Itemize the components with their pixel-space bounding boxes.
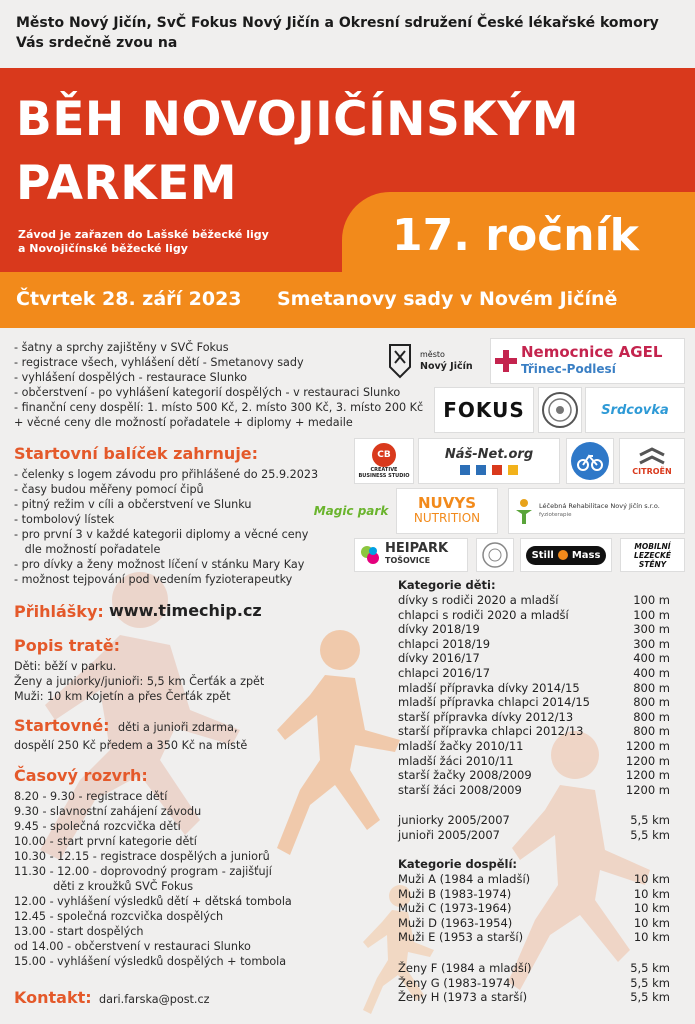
table-row <box>398 813 670 828</box>
fee-heading: Startovné: <box>14 716 110 735</box>
table-row <box>398 916 670 931</box>
table-row <box>398 739 670 754</box>
category-distance: 5,5 km <box>630 813 670 827</box>
table-row <box>398 976 670 991</box>
list-item: - pitný režim v cíli a občerstvení ve Slunku <box>14 498 252 511</box>
logo-mesto-small: město <box>420 350 445 359</box>
list-item: - pro první 3 v každé kategorii diplomy a věcné ceny <box>14 528 309 541</box>
schedule-item: 12.45 - společná rozcvička dospělých <box>14 910 224 923</box>
schedule-item: 11.30 - 12.00 - doprovodný program - zajišťují <box>14 865 272 878</box>
list-item: - občerstvení - po vyhlášení kategorií dospělých - v restauraci Slunko <box>14 386 401 399</box>
table-row <box>398 768 670 783</box>
logo-still-text: Still <box>531 549 554 561</box>
logo-mass-text: Mass <box>571 549 601 561</box>
category-name: Muži D (1963-1954) <box>398 915 513 930</box>
table-row <box>398 681 670 696</box>
logo-mobilni-line2: LEZECKÉ <box>634 550 671 560</box>
event-place: Smetanovy sady v Novém Jičíně <box>277 288 618 310</box>
fee-line1: děti a junioři zdarma, <box>118 721 238 734</box>
registration-link[interactable]: www.timechip.cz <box>109 601 262 620</box>
event-title-line2: PARKEM <box>16 156 237 211</box>
table-row <box>398 695 670 710</box>
route-men: Muži: 10 km Kojetín a přes Čerťák zpět <box>14 690 231 703</box>
category-name: Muži B (1983-1974) <box>398 886 512 901</box>
category-distance: 800 m <box>633 709 670 724</box>
edition-label: 17. ročník <box>392 210 639 261</box>
still-mass-pill <box>526 546 607 565</box>
category-distance: 1200 m <box>625 738 670 753</box>
list-item: - vyhlášení dospělých - restaurace Slunko <box>14 371 247 384</box>
table-row <box>398 901 670 916</box>
category-distance: 5,5 km <box>630 975 670 990</box>
route-women: Ženy a juniorky/junioři: 5,5 km Čerťák a zpět <box>14 675 265 688</box>
women-categories-table <box>398 961 670 1005</box>
category-name: chlapci 2018/19 <box>398 636 491 651</box>
table-row <box>398 622 670 637</box>
logo-heipark-line1: HEIPARK <box>385 541 449 556</box>
table-row <box>398 651 670 666</box>
category-distance: 1200 m <box>625 782 670 797</box>
event-date: Čtvrtek 28. září 2023 <box>16 288 242 310</box>
table-row <box>398 608 670 623</box>
table-row <box>398 990 670 1005</box>
list-item: - registrace všech, vyhlášení dětí - Smetanovy sady <box>14 356 304 369</box>
category-distance: 400 m <box>633 651 670 666</box>
schedule-item: děti z kroužků SVČ Fokus <box>14 880 194 893</box>
logo-citroen-text: CITROËN <box>632 466 672 476</box>
schedule-item: 15.00 - vyhlášení výsledků dospělých + tombola <box>14 955 287 968</box>
list-item: + věcné ceny dle možností pořadatele + diplomy + medaile <box>14 416 353 429</box>
category-distance: 100 m <box>633 593 670 607</box>
schedule-item: od 14.00 - občerstvení v restauraci Slunko <box>14 940 251 953</box>
logo-cb-line2: CREATIVE <box>370 467 398 473</box>
logo-nas-net <box>418 438 560 484</box>
category-distance: 800 m <box>633 680 670 695</box>
contact-email[interactable]: dari.farska@post.cz <box>99 993 210 1006</box>
league-note-line2: a Novojičínské běžecké ligy <box>18 242 188 255</box>
table-row <box>398 666 670 681</box>
category-name: mladší žáci 2010/11 <box>398 753 514 768</box>
category-distance: 400 m <box>633 665 670 680</box>
category-distance: 10 km <box>633 915 670 930</box>
category-distance: 10 km <box>633 901 670 916</box>
heipark-blob-icon <box>359 544 381 566</box>
list-item: - časy budou měřeny pomocí čipů <box>14 483 204 496</box>
logo-lecebna-rehabilitace <box>508 488 685 534</box>
list-item: - pro dívky a ženy možnost líčení v stánku Mary Kay <box>14 558 305 571</box>
table-row <box>398 828 670 843</box>
category-distance: 5,5 km <box>630 990 670 1005</box>
logo-nuvys-line1: NUVYS <box>417 494 476 512</box>
table-row <box>398 710 670 725</box>
list-item: - tombolový lístek <box>14 513 115 526</box>
fee-line2: dospělí 250 Kč předem a 350 Kč na místě <box>14 739 248 752</box>
logo-lecebna-text: Léčebná Rehabilitace Nový Jičín s.r.o. <box>539 502 660 510</box>
logo-bike-club <box>566 438 614 484</box>
category-distance: 5,5 km <box>630 827 670 842</box>
category-name: Muži C (1973-1964) <box>398 901 512 916</box>
category-name: chlapci s rodiči 2020 a mladší <box>398 607 569 622</box>
internet-icon <box>460 465 470 475</box>
category-name: chlapci 2016/17 <box>398 665 491 680</box>
category-distance: 1200 m <box>625 753 670 768</box>
schedule-item: 13.00 - start dospělých <box>14 925 144 938</box>
league-note-line1: Závod je zařazen do Lašské běžecké ligy <box>18 228 269 241</box>
intro-invitation: Vás srdečně zvou na <box>16 35 178 51</box>
table-row <box>398 754 670 769</box>
logo-round-seal <box>476 538 514 572</box>
schedule-item: 10.30 - 12.15 - registrace dospělých a juniorů <box>14 850 270 863</box>
logo-nemocnice-agel <box>490 338 685 384</box>
event-title-line1: BĚH NOVOJIČÍNSKÝM <box>16 92 580 147</box>
logo-heipark-line2: TOŠOVICE <box>385 556 431 565</box>
rehab-figure-icon <box>513 498 535 524</box>
citroen-chevrons-icon <box>637 447 667 467</box>
package-list <box>14 467 318 587</box>
juniors-categories-table <box>398 813 670 842</box>
schedule-list <box>14 789 292 969</box>
tv-icon <box>476 465 486 475</box>
table-row <box>398 961 670 976</box>
logo-cb-line3: BUSINESS STUDIO <box>358 473 410 479</box>
agel-cross-icon <box>495 350 517 372</box>
logo-heipark <box>354 538 468 572</box>
bicycle-icon <box>570 441 610 481</box>
seal-icon <box>481 541 509 569</box>
schedule-item: 10.00 - start první kategorie dětí <box>14 835 197 848</box>
logo-mobilni-line3: STĚNY <box>638 559 667 569</box>
category-name: dívky s rodiči 2020 a mladší <box>398 593 559 607</box>
category-name: starší přípravka chlapci 2012/13 <box>398 724 584 739</box>
intro-organizers: Město Nový Jičín, SvČ Fokus Nový Jičín a Okresní sdružení České lékařské komory <box>16 15 659 31</box>
logo-still-mass <box>520 538 612 572</box>
schedule-item: 12.00 - vyhlášení výsledků dětí + dětská tombola <box>14 895 292 908</box>
logo-srdcovka: Srdcovka <box>585 387 685 433</box>
registration-label: Přihlášky: <box>14 602 104 621</box>
logo-agel-line2: Třinec-Podlesí <box>521 362 616 376</box>
category-distance: 1200 m <box>625 768 670 783</box>
logo-mobilni-lezecke-steny <box>620 538 685 572</box>
list-item: - možnost tejpování pod vedením fyzioterapeutky <box>14 573 293 586</box>
men-categories-table <box>398 872 670 945</box>
kids-categories-heading: Kategorie děti: <box>398 578 496 592</box>
category-distance: 300 m <box>633 622 670 637</box>
logo-citroen <box>619 438 685 484</box>
logo-nuvys-line2: NUTRITION <box>413 511 481 525</box>
route-kids: Děti: běží v parku. <box>14 660 117 673</box>
logo-mesto-big: Nový Jičín <box>420 361 473 372</box>
table-row <box>398 783 670 798</box>
category-distance: 10 km <box>633 872 670 886</box>
category-distance: 10 km <box>633 886 670 901</box>
logo-lecebna-sub: fyzioterapie <box>539 512 572 518</box>
logo-magic-park: Magic park <box>313 504 389 518</box>
services-list <box>14 340 423 430</box>
still-mass-dot-icon <box>558 550 568 560</box>
table-row <box>398 887 670 902</box>
logo-seal <box>538 387 582 433</box>
category-name: juniorky 2005/2007 <box>398 813 510 827</box>
category-distance: 5,5 km <box>630 961 670 975</box>
category-name: starší přípravka dívky 2012/13 <box>398 709 574 724</box>
category-name: starší žáci 2008/2009 <box>398 782 522 797</box>
logo-cb-mark: CB <box>372 443 396 467</box>
table-row <box>398 593 670 608</box>
category-name: dívky 2016/17 <box>398 651 480 666</box>
adult-categories-heading: Kategorie dospělí: <box>398 857 518 871</box>
package-heading: Startovní balíček zahrnuje: <box>14 444 259 463</box>
category-name: Ženy F (1984 a mladší) <box>398 961 532 975</box>
category-distance: 300 m <box>633 636 670 651</box>
nasnet-service-icons <box>460 465 518 475</box>
schedule-item: 9.45 - společná rozcvička dětí <box>14 820 181 833</box>
category-name: mladší přípravka chlapci 2014/15 <box>398 695 590 710</box>
logo-mobilni-line1: MOBILNÍ <box>634 541 671 551</box>
category-name: mladší žačky 2010/11 <box>398 738 524 753</box>
table-row <box>398 930 670 945</box>
category-name: mladší přípravka dívky 2014/15 <box>398 680 580 695</box>
list-item: - finanční ceny dospělí: 1. místo 500 Kč, 2. místo 300 Kč, 3. místo 200 Kč <box>14 401 424 414</box>
kids-categories-table <box>398 593 670 797</box>
category-distance: 100 m <box>633 607 670 622</box>
city-crest-icon <box>386 341 414 381</box>
contact-label: Kontakt: <box>14 988 92 1007</box>
table-row <box>398 637 670 652</box>
logo-mesto-novy-jicin <box>386 338 478 384</box>
wifi-icon <box>508 465 518 475</box>
schedule-item: 8.20 - 9.30 - registrace dětí <box>14 790 168 803</box>
logo-nuvys <box>396 488 498 534</box>
category-name: Ženy H (1973 a starší) <box>398 990 528 1005</box>
logo-fokus: FOKUS <box>434 387 534 433</box>
logo-cb-creative <box>354 438 414 484</box>
category-distance: 800 m <box>633 695 670 710</box>
table-row <box>398 724 670 739</box>
category-name: Muži A (1984 a mladší) <box>398 872 531 886</box>
list-item: - šatny a sprchy zajištěny v SVČ Fokus <box>14 341 229 354</box>
logo-nasnet-text: Náš-Net.org <box>444 447 534 462</box>
logo-agel-line1: Nemocnice AGEL <box>521 343 663 361</box>
category-distance: 800 m <box>633 724 670 739</box>
category-name: starší žačky 2008/2009 <box>398 768 532 783</box>
seal-icon <box>541 391 579 429</box>
route-heading: Popis tratě: <box>14 636 120 655</box>
schedule-item: 9.30 - slavnostní zahájení závodu <box>14 805 202 818</box>
category-name: junioři 2005/2007 <box>398 827 500 842</box>
category-name: Ženy G (1983-1974) <box>398 975 515 990</box>
phone-icon <box>492 465 502 475</box>
category-name: Muži E (1953 a starší) <box>398 930 524 945</box>
category-distance: 10 km <box>633 930 670 945</box>
category-name: dívky 2018/19 <box>398 622 480 637</box>
list-item: - čelenky s logem závodu pro přihlášené do 25.9.2023 <box>14 468 319 481</box>
table-row <box>398 872 670 887</box>
list-item: dle možností pořadatele <box>14 543 161 556</box>
schedule-heading: Časový rozvrh: <box>14 766 148 785</box>
